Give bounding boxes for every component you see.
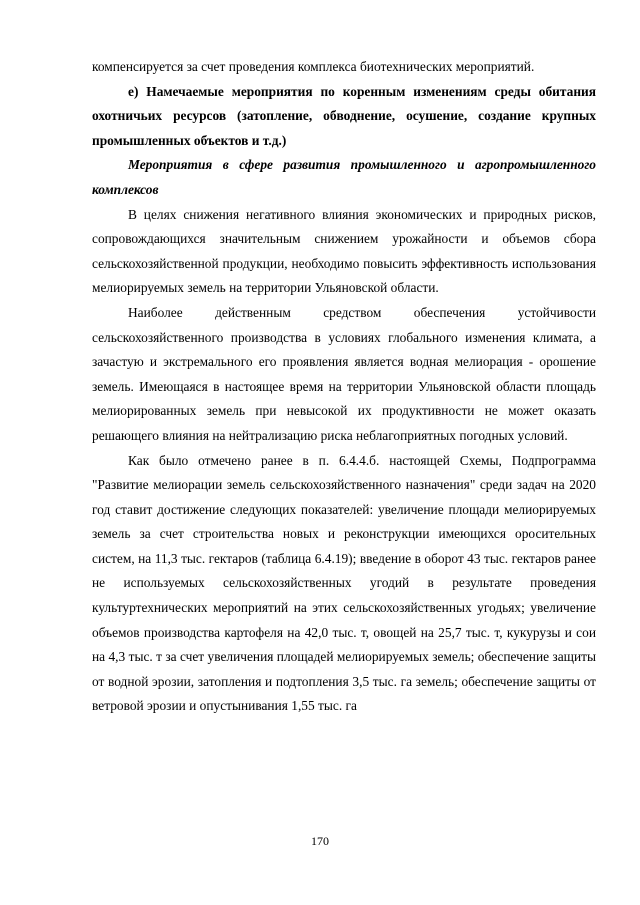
section-heading-e: е) Намечаемые мероприятия по коренным изменениям среды обитания охотничьих ресурсов (затопление, обводнение, осушение, создание крупных промышленных объектов и т.д.) xyxy=(92,83,596,148)
paragraph-subprogram: Как было отмечено ранее в п. 6.4.4.б. настоящей Схемы, Подпрограмма "Развитие мелиорации земель сельскохозяйственного назначения" среди задач на 2020 год ставит достижение следующих показателей: увеличение площади мелиорируемых земель за счет строительства новых и реконструкции имеющихся оросительных систем, на 11,3 тыс. гектаров (таблица 6.4.19); введение в оборот 43 тыс. гектаров ранее не используемых сельскохозяйственных угодий в результате проведения культуртехнических мероприятий на этих сельскохозяйственных угодьях; увеличение объемов производства картофеля на 42,0 тыс. т, овощей на 25,7 тыс. т, кукурузы и сои на 4,3 тыс. т за счет увеличения площадей мелиорируемых земель; обеспечение защиты от водной эрозии, затопления и подтопления 3,5 тыс. га земель; обеспечение защиты от ветровой эрозии и опустынивания 1,55 тыс. га xyxy=(92,452,596,714)
page-number: 170 xyxy=(311,834,329,848)
paragraph-continuation: компенсируется за счет проведения комплекса биотехнических мероприятий. xyxy=(92,59,535,74)
subsection-heading: Мероприятия в сфере развития промышленного и агропромышленного комплексов xyxy=(92,157,596,197)
paragraph-irrigation: Наиболее действенным средством обеспечения устойчивости сельскохозяйственного производства в условиях глобального изменения климата, а зачастую и экстремального его проявления является водная мелиорация - орошение земель. Имеющаяся в настоящее время на территории Ульяновской области площадь мелиорированных земель при невысокой их продуктивности не может оказать решающего влияния на нейтрализацию риска неблагоприятных погодных условий. xyxy=(92,304,596,443)
paragraph-risks: В целях снижения негативного влияния экономических и природных рисков, сопровождающихся значительным снижением урожайности и объемов сбора сельскохозяйственной продукции, необходимо повысить эффективность использования мелиорируемых земель на территории Ульяновской области. xyxy=(92,206,596,296)
